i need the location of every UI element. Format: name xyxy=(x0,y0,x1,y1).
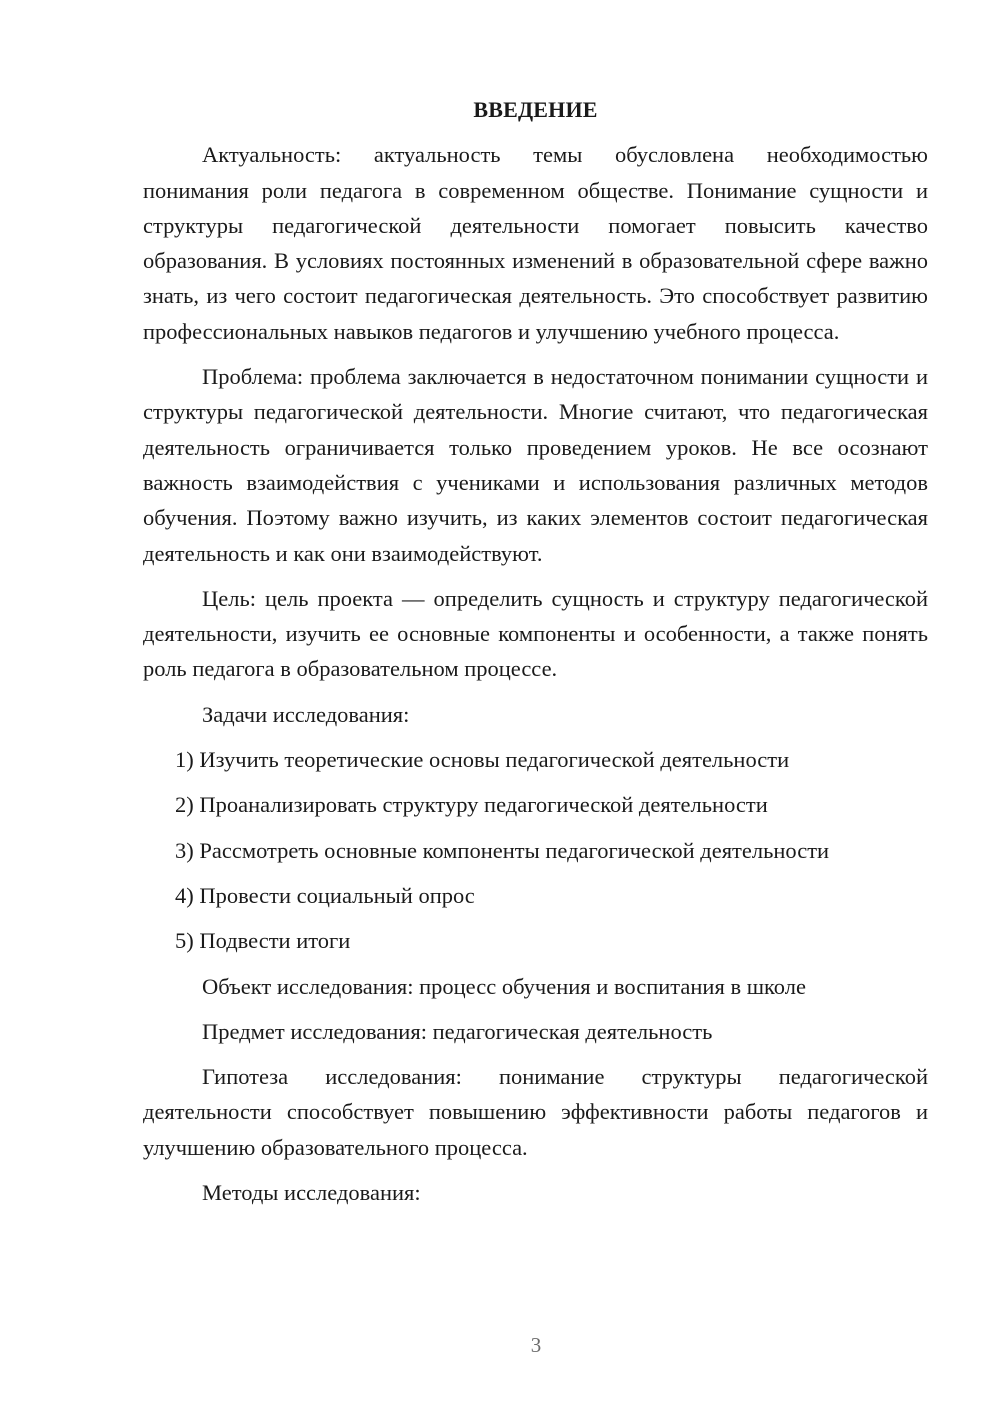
research-subject: Предмет исследования: педагогическая деятельность xyxy=(202,1018,713,1044)
goal-paragraph: Цель: цель проекта — определить сущность и структуру педагогической деятельности, изучить ее основные компоненты и особенности, а также понять роль педагога в образовательном процессе. xyxy=(143,585,928,682)
task-item-1: 1) Изучить теоретические основы педагогической деятельности xyxy=(175,747,790,773)
tasks-title: Задачи исследования: xyxy=(202,701,410,727)
tasks-list xyxy=(143,742,928,958)
relevance-paragraph: Актуальность: актуальность темы обусловлена необходимостью понимания роли педагога в современном обществе. Понимание сущности и структуры педагогической деятельности помогает повысить качество образования. В условиях постоянных изменений в образовательной сфере важно знать, из чего состоит педагогическая деятельность. Это способствует развитию профессиональных навыков педагогов и улучшению учебного процесса. xyxy=(143,142,928,344)
methods-title: Методы исследования: xyxy=(202,1180,421,1206)
section-heading: ВВЕДЕНИЕ xyxy=(473,97,598,122)
task-item-4: 4) Провести социальный опрос xyxy=(175,882,475,908)
page-content xyxy=(143,92,928,1220)
task-item-5: 5) Подвести итоги xyxy=(175,928,351,954)
task-item-2: 2) Проанализировать структуру педагогической деятельности xyxy=(175,792,768,818)
hypothesis-paragraph: Гипотеза исследования: понимание структуры педагогической деятельности способствует повышению эффективности работы педагогов и улучшению образовательного процесса. xyxy=(143,1064,928,1160)
research-object: Объект исследования: процесс обучения и воспитания в школе xyxy=(202,973,806,999)
task-item-3: 3) Рассмотреть основные компоненты педагогической деятельности xyxy=(175,837,830,863)
page-number: 3 xyxy=(530,1333,542,1357)
problem-paragraph: Проблема: проблема заключается в недостаточном понимании сущности и структуры педагогической деятельности. Многие считают, что педагогическая деятельность ограничивается только проведением уроков. Не все осознают важность взаимодействия с учениками и использования различных методов обучения. Поэтому важно изучить, из каких элементов состоит педагогическая деятельность и как они взаимодействуют. xyxy=(143,364,928,566)
